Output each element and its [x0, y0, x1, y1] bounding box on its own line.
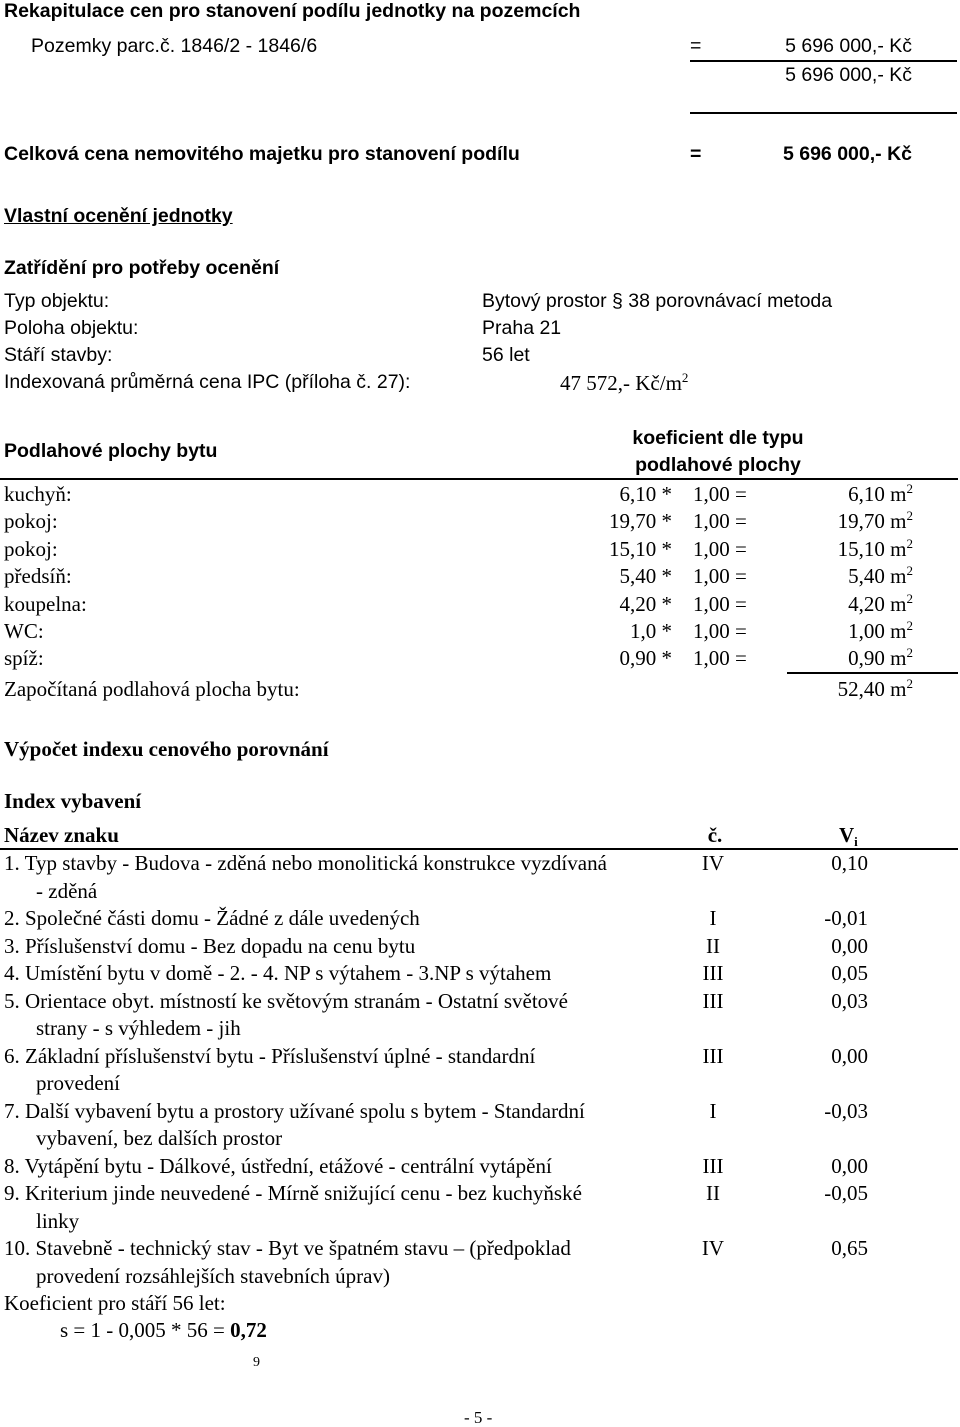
floor-row-coef: 1,00 =: [693, 482, 747, 506]
index-item-text: 1. Typ stavby - Budova - zděná nebo monolitická konstrukce vyzdívaná: [4, 851, 607, 875]
index-item-value: 0,03: [831, 989, 868, 1013]
index-item-value: -0,05: [824, 1181, 868, 1205]
footnote-number: 9: [253, 1355, 260, 1370]
floor-row-result: 6,10 $m^2$: [848, 481, 913, 506]
floor-row-result: 19,70 $m^2$: [837, 508, 913, 533]
floor-row-area: 1,0 *: [630, 619, 672, 643]
index-item-number: I: [709, 906, 717, 930]
floor-row-coef: 1,00 =: [693, 592, 747, 616]
index-item-number: II: [706, 934, 720, 958]
type-label: Typ objektu:: [4, 290, 110, 312]
index-item-value: 0,00: [831, 1044, 868, 1068]
index-item-number: IV: [701, 851, 725, 875]
floor-row-result: 4,20 $m^2$: [848, 591, 913, 616]
floor-row-coef: 1,00 =: [693, 537, 747, 561]
index-item-text: 7. Další vybavení bytu a prostory užívané spolu s bytem - Standardní: [4, 1099, 585, 1123]
floor-heading: Podlahové plochy bytu: [4, 440, 218, 462]
floor-total-label: Započítaná podlahová plocha bytu:: [4, 677, 300, 701]
index-item-value: 0,00: [831, 1154, 868, 1178]
recap-title: Rekapitulace cen pro stanovení podílu jednotky na pozemcích: [4, 0, 581, 22]
total-value: 5 696 000,- Kč: [782, 143, 912, 165]
floor-row-coef: 1,00 =: [693, 619, 747, 643]
floor-row-name: koupelna:: [4, 592, 87, 616]
floor-row-area: 4,20 *: [619, 592, 672, 616]
index-item-text: 3. Příslušenství domu - Bez dopadu na cenu bytu: [4, 934, 416, 958]
index-header-rule: [0, 848, 958, 850]
index-item-value: 0,00: [831, 934, 868, 958]
land-subtotal: 5 696 000,- Kč: [785, 64, 912, 86]
index-item-number: IV: [701, 1236, 725, 1260]
index-item-text-continued: provedení rozsáhlejších stavebních úprav): [36, 1264, 390, 1288]
index-item-text-continued: linky: [36, 1209, 80, 1233]
index-item-value: 0,10: [831, 851, 868, 875]
floor-row-result: 0,90 $m^2$: [848, 645, 913, 670]
floor-row-coef: 1,00 =: [693, 564, 747, 588]
index-item-text: 5. Orientace obyt. místností ke světovým stranám - Ostatní světové: [4, 989, 568, 1013]
index-item-value: -0,03: [824, 1099, 868, 1123]
index-item-number: III: [702, 989, 724, 1013]
index-item-text: 10. Stavebně - technický stav - Byt ve špatném stavu – (předpoklad: [4, 1236, 571, 1260]
floor-row-result: 5,40 $m^2$: [848, 563, 913, 588]
floor-row-name: WC:: [4, 619, 44, 643]
index-item-number: II: [706, 1181, 720, 1205]
ipc-value: 47 572,- $Kč/m^2$: [560, 370, 689, 395]
floor-row-name: spíž:: [4, 646, 44, 670]
age-coef-result: 0,72: [230, 1318, 267, 1342]
type-value: Bytový prostor § 38 porovnávací metoda: [482, 290, 833, 312]
floor-total-rule: [787, 672, 958, 674]
age-coef-label: Koeficient pro stáří 56 let:: [4, 1291, 226, 1315]
index-item-value: 0,05: [831, 961, 868, 985]
land-value: 5 696 000,- Kč: [785, 35, 912, 57]
index-item-text: 2. Společné části domu - Žádné z dále uvedených: [4, 906, 420, 930]
floor-total-value: 52,40 $m^2$: [837, 676, 913, 701]
index-item-number: III: [702, 961, 724, 985]
age-coef-formula: s = 1 - 0,005 * 56 = 0,72: [60, 1318, 267, 1342]
floor-row-area: 0,90 *: [619, 646, 672, 670]
index-item-text-continued: vybavení, bez dalších prostor: [36, 1126, 283, 1150]
land-label: Pozemky parc.č. 1846/2 - 1846/6: [31, 35, 318, 57]
col-name-header: Název znaku: [4, 823, 119, 847]
index-item-number: III: [702, 1044, 724, 1068]
location-label: Poloha objektu:: [4, 317, 139, 339]
index-item-number: III: [702, 1154, 724, 1178]
floor-row-result: 15,10 $m^2$: [837, 536, 913, 561]
classification-heading: Zatřídění pro potřeby ocenění: [4, 257, 280, 279]
index-item-text-continued: strany - s výhledem - jih: [36, 1016, 241, 1040]
recap-rule-2: [690, 112, 957, 114]
equipment-index-heading: Index vybavení: [4, 789, 142, 813]
index-item-text: 9. Kriterium jinde neuvedené - Mírně snižující cenu - bez kuchyňské: [4, 1181, 582, 1205]
coef-header-1: koeficient dle typu: [632, 427, 804, 449]
floor-row-coef: 1,00 =: [693, 646, 747, 670]
floor-row-name: předsíň:: [4, 564, 72, 588]
col-no-header: č.: [707, 823, 723, 847]
floor-row-name: pokoj:: [4, 509, 58, 533]
valuation-heading: Vlastní ocenění jednotky: [4, 205, 233, 227]
location-value: Praha 21: [482, 317, 562, 339]
total-label: Celková cena nemovitého majetku pro stanovení podílu: [4, 143, 520, 165]
floor-header-rule: [0, 478, 958, 480]
floor-row-name: kuchyň:: [4, 482, 72, 506]
index-item-number: I: [709, 1099, 717, 1123]
floor-row-name: pokoj:: [4, 537, 58, 561]
floor-row-area: 15,10 *: [609, 537, 672, 561]
page-number: - 5 -: [464, 1408, 493, 1427]
index-item-text: 6. Základní příslušenství bytu - Příslušenství úplné - standardní: [4, 1044, 536, 1068]
floor-row-area: 6,10 *: [619, 482, 672, 506]
floor-row-coef: 1,00 =: [693, 509, 747, 533]
floor-row-result: 1,00 $m^2$: [848, 618, 913, 643]
index-item-value: 0,65: [831, 1236, 868, 1260]
col-v-header: $V_i$: [839, 823, 858, 849]
index-item-text-continued: - zděná: [36, 879, 98, 903]
ipc-label: Indexovaná průměrná cena IPC (příloha č. 27):: [4, 371, 411, 393]
floor-row-area: 19,70 *: [609, 509, 672, 533]
index-item-text-continued: provedení: [36, 1071, 120, 1095]
index-item-value: -0,01: [824, 906, 868, 930]
land-eq: =: [690, 35, 702, 57]
floor-row-area: 5,40 *: [619, 564, 672, 588]
age-label: Stáří stavby:: [4, 344, 113, 366]
recap-rule-1: [690, 60, 957, 62]
total-eq: =: [690, 143, 702, 165]
index-item-text: 8. Vytápění bytu - Dálkové, ústřední, etážové - centrální vytápění: [4, 1154, 552, 1178]
coef-header-2: podlahové plochy: [635, 454, 801, 476]
index-heading: Výpočet indexu cenového porovnání: [4, 737, 329, 761]
age-value: 56 let: [482, 344, 530, 366]
index-item-text: 4. Umístění bytu v domě - 2. - 4. NP s výtahem - 3.NP s výtahem: [4, 961, 552, 985]
